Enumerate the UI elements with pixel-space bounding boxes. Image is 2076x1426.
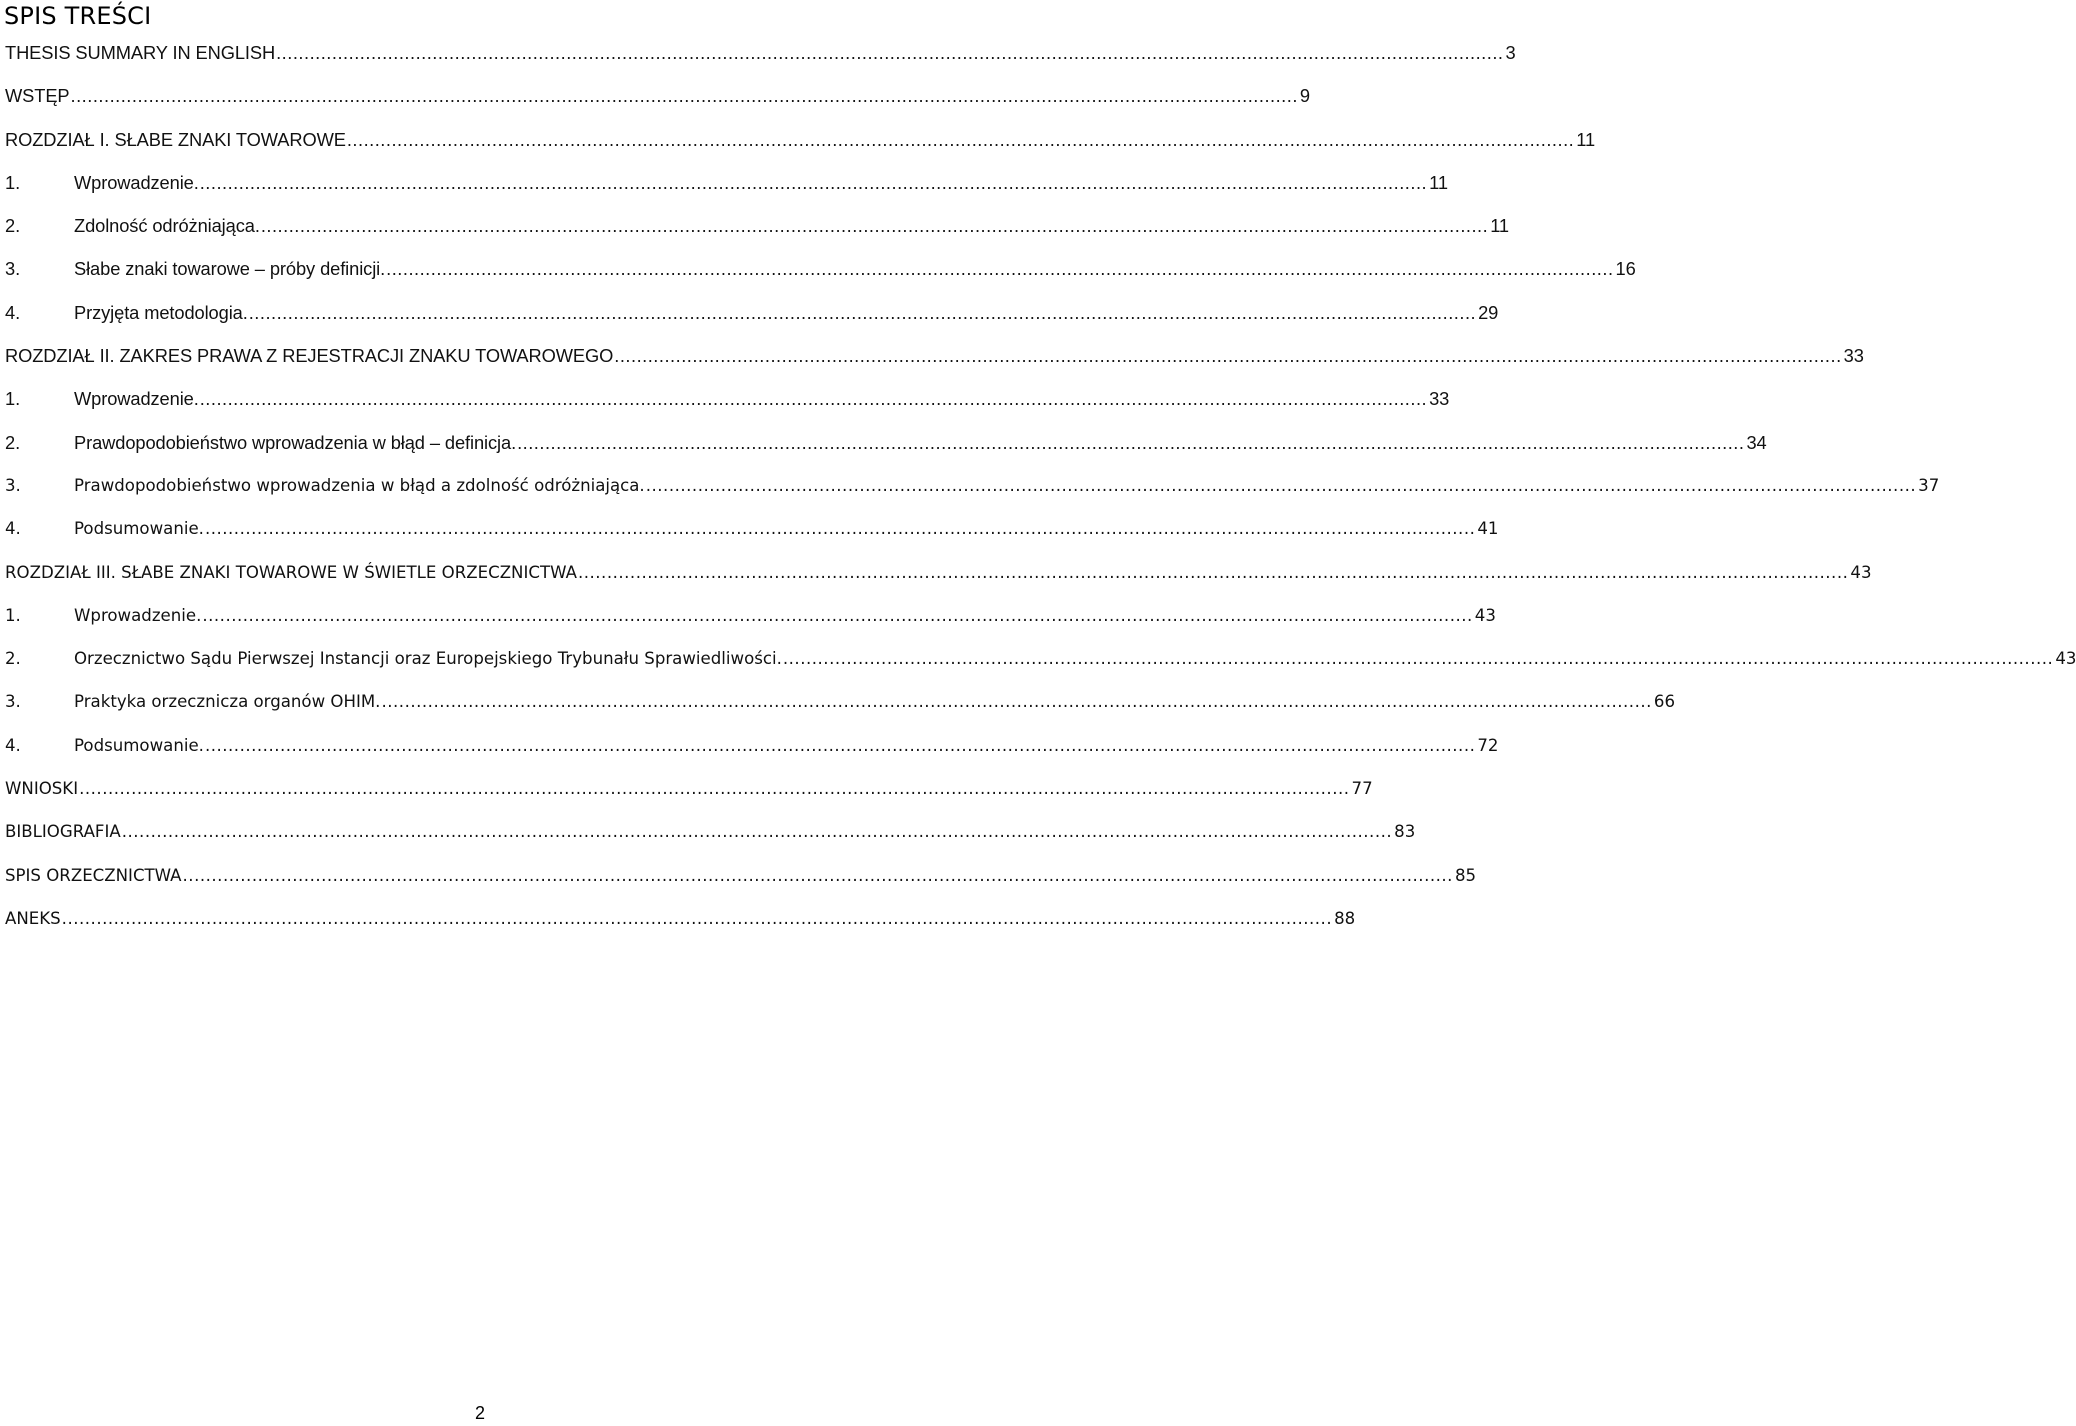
toc-entry[interactable] [0, 553, 1872, 596]
toc-entry-title[interactable]: Zdolność odróżniająca. [74, 215, 260, 237]
toc-entry[interactable] [0, 466, 1940, 509]
toc-entry-page[interactable]: 43 [1474, 605, 1496, 625]
toc-entry-number: 2. [5, 649, 21, 669]
toc-entry-number: 2. [5, 215, 21, 237]
dot-leader: ............................................................................................................................................................................................................................ [199, 171, 1428, 193]
toc-entry-line [5, 40, 1516, 66]
toc-entry-line [5, 386, 1450, 412]
toc-entry-number: 3. [5, 692, 21, 712]
toc-entry[interactable] [0, 856, 1477, 899]
toc-entry-page[interactable]: 33 [1429, 388, 1450, 410]
dot-leader: ............................................................................................................................................................................................................................ [199, 388, 1428, 410]
toc-entry-line [5, 646, 2076, 672]
toc-entry-page[interactable]: 11 [1576, 128, 1596, 150]
toc-entry-line [5, 819, 1416, 845]
dot-leader: ............................................................................................................................................................................................................................ [70, 85, 1298, 107]
dot-leader: ............................................................................................................................................................................................................................ [517, 431, 1745, 453]
toc-entry-title[interactable]: Wprowadzenie. [74, 605, 202, 625]
toc-entry-number: 4. [5, 519, 21, 539]
dot-leader: ............................................................................................................................................................................................................................ [346, 128, 1575, 150]
toc-entry[interactable] [0, 249, 1636, 292]
toc-entry[interactable] [0, 76, 1310, 119]
toc-entry-page[interactable]: 72 [1477, 735, 1499, 755]
toc-entry-page[interactable]: 3 [1505, 42, 1516, 63]
toc-entry-line [5, 343, 1864, 369]
dot-leader: ............................................................................................................................................................................................................................ [276, 42, 1504, 63]
toc-entry-title[interactable]: Podsumowanie. [74, 735, 204, 755]
toc-entry-title[interactable]: Podsumowanie. [74, 519, 204, 539]
toc-entry[interactable] [0, 509, 1499, 552]
toc-entry-title[interactable]: Wprowadzenie. [74, 388, 199, 410]
toc-entry-title[interactable]: ANEKS [5, 908, 61, 928]
toc-entry-line [5, 170, 1448, 196]
toc-entry-page[interactable]: 83 [1394, 822, 1416, 842]
toc-entry-line [5, 473, 1940, 499]
toc-entry-page[interactable]: 66 [1653, 692, 1676, 712]
dot-leader: ............................................................................................................................................................................................................................ [577, 562, 1849, 582]
toc-entry-page[interactable]: 34 [1746, 431, 1767, 453]
toc-entry[interactable] [0, 596, 1496, 639]
toc-entry-line [5, 906, 1356, 932]
toc-entry-number: 4. [5, 301, 21, 323]
toc-entry[interactable] [0, 33, 1516, 76]
toc-entry[interactable] [0, 336, 1864, 379]
toc-entry-page[interactable]: 9 [1299, 85, 1310, 107]
toc-entry-line [5, 733, 1499, 759]
toc-entry-number: 4. [5, 735, 21, 755]
toc-entry-title[interactable]: Przyjęta metodologia. [74, 301, 248, 323]
dot-leader: ............................................................................................................................................................................................................................ [645, 475, 1917, 495]
toc-entry[interactable] [0, 682, 1676, 725]
dot-leader: ............................................................................................................................................................................................................................ [260, 215, 1489, 237]
toc-entry[interactable] [0, 293, 1499, 336]
toc-entry-number: 3. [5, 258, 21, 280]
toc-entry-line [5, 430, 1767, 456]
toc-entry-title[interactable]: SPIS ORZECZNICTWA [5, 865, 182, 885]
toc-entry-page[interactable]: 41 [1477, 519, 1499, 539]
toc-entry-page[interactable]: 11 [1490, 215, 1509, 237]
toc-entry-line [5, 776, 1373, 802]
dot-leader: ............................................................................................................................................................................................................................ [204, 735, 1476, 755]
page-title: SPIS TREŚCI [4, 2, 152, 30]
toc-entry-title[interactable]: Prawdopodobieństwo wprowadzenia w błąd a zdolność odróżniająca. [74, 475, 645, 495]
toc-entry-title[interactable]: ROZDZIAŁ III. SŁABE ZNAKI TOWAROWE W ŚWIETLE ORZECZNICTWA [5, 562, 577, 582]
toc-entry-line [5, 300, 1499, 326]
toc-entry-page[interactable]: 16 [1615, 258, 1636, 280]
toc-entry-number: 1. [5, 605, 21, 625]
toc-entry-page[interactable]: 77 [1351, 779, 1373, 799]
toc-entry-line [5, 127, 1596, 153]
toc-entry[interactable] [0, 812, 1416, 855]
toc-entry-line [5, 83, 1310, 109]
dot-leader: ............................................................................................................................................................................................................................ [248, 301, 1477, 323]
toc-entry-line [5, 213, 1509, 239]
toc-entry[interactable] [0, 899, 1356, 942]
toc-entry-number: 1. [5, 171, 21, 193]
toc-entry[interactable] [0, 423, 1767, 466]
toc-entry-title[interactable]: Wprowadzenie. [74, 171, 199, 193]
toc-entry-title[interactable]: Orzecznictwo Sądu Pierwszej Instancji oraz Europejskiego Trybunału Sprawiedliwości. [74, 649, 782, 669]
dot-leader: ............................................................................................................................................................................................................................ [381, 692, 1652, 712]
dot-leader: ............................................................................................................................................................................................................................ [61, 908, 1333, 928]
toc-entry-page[interactable]: 37 [1918, 475, 1940, 495]
toc-entry-title[interactable]: Praktyka orzecznicza organów OHIM. [74, 692, 381, 712]
toc-entry-line [5, 560, 1872, 586]
toc-entry-page[interactable]: 85 [1454, 865, 1477, 885]
toc-entry-title[interactable]: Słabe znaki towarowe – próby definicji. [74, 258, 386, 280]
dot-leader: ............................................................................................................................................................................................................................ [121, 822, 1393, 842]
toc-entry-title[interactable]: ROZDZIAŁ II. ZAKRES PRAWA Z REJESTRACJI ZNAKU TOWAROWEGO [5, 345, 614, 367]
dot-leader: ............................................................................................................................................................................................................................ [782, 649, 2054, 669]
toc-entry-number: 1. [5, 388, 21, 410]
toc-entry-page[interactable]: 33 [1843, 345, 1864, 367]
toc-entry[interactable] [0, 726, 1499, 769]
dot-leader: ............................................................................................................................................................................................................................ [79, 779, 1350, 799]
table-of-contents [0, 33, 2076, 942]
toc-entry-line [5, 256, 1636, 282]
dot-leader: ............................................................................................................................................................................................................................ [182, 865, 1453, 885]
toc-entry-line [5, 863, 1477, 889]
toc-entry-number: 2. [5, 431, 21, 453]
dot-leader: ............................................................................................................................................................................................................................ [204, 519, 1476, 539]
toc-entry-page[interactable]: 43 [1850, 562, 1872, 582]
toc-entry-line [5, 516, 1499, 542]
toc-entry-page[interactable]: 88 [1334, 908, 1356, 928]
toc-entry[interactable] [0, 769, 1373, 812]
toc-entry-page[interactable]: 43 [2055, 649, 2076, 669]
toc-entry-title[interactable]: WSTĘP [5, 85, 70, 107]
toc-entry-title[interactable]: THESIS SUMMARY IN ENGLISH [5, 42, 276, 63]
toc-entry-line [5, 689, 1676, 715]
dot-leader: ............................................................................................................................................................................................................................ [386, 258, 1614, 280]
toc-entry-title[interactable]: WNIOSKI [5, 779, 79, 799]
toc-entry[interactable] [0, 639, 2076, 682]
toc-entry-line [5, 603, 1496, 629]
dot-leader: ............................................................................................................................................................................................................................ [614, 345, 1842, 367]
page-number: 2 [474, 1403, 485, 1423]
toc-entry[interactable] [0, 379, 1450, 422]
toc-entry-page[interactable]: 11 [1429, 171, 1448, 193]
toc-entry-title[interactable]: Prawdopodobieństwo wprowadzenia w błąd – definicja. [74, 431, 517, 453]
toc-entry-page[interactable]: 29 [1478, 301, 1499, 323]
toc-entry-number: 3. [5, 475, 21, 495]
toc-entry-title[interactable]: ROZDZIAŁ I. SŁABE ZNAKI TOWAROWE [5, 128, 346, 150]
dot-leader: ............................................................................................................................................................................................................................ [202, 605, 1473, 625]
toc-entry[interactable] [0, 120, 1596, 163]
toc-entry[interactable] [0, 163, 1448, 206]
toc-entry-title[interactable]: BIBLIOGRAFIA [5, 822, 121, 842]
toc-entry[interactable] [0, 206, 1509, 249]
